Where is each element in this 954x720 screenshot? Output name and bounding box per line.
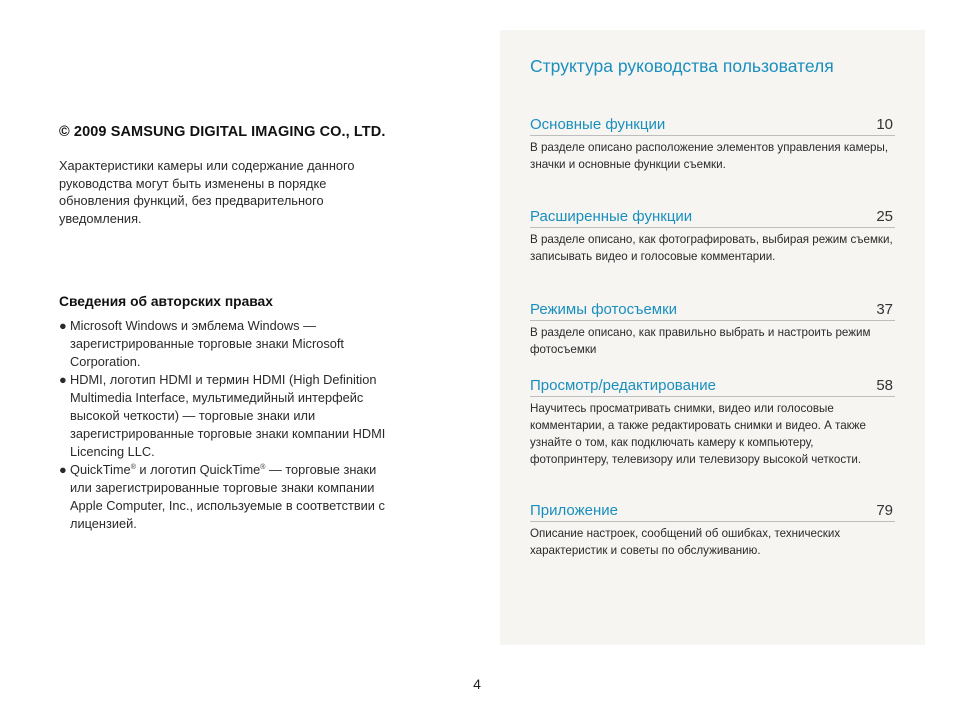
- list-item: [59, 461, 399, 533]
- toc-item-appendix[interactable]: [530, 502, 895, 559]
- copyright-info-heading: Сведения об авторских правах: [59, 294, 273, 310]
- bullet-icon: ●: [59, 462, 67, 478]
- list-item: [59, 371, 399, 461]
- toc-item-page: 79: [876, 502, 893, 519]
- toc-item-title[interactable]: Основные функции: [530, 116, 666, 133]
- toc-item-description: В разделе описано, как правильно выбрать и настроить режим фотосъемки: [530, 326, 871, 356]
- toc-item-title[interactable]: Режимы фотосъемки: [530, 301, 678, 318]
- toc-item-description: Научитесь просматривать снимки, видео или голосовые комментарии, а также редактировать снимки и видео. А также узнайте о том, как подключать камеру к компьютеру, фотопринтеру, телевизору или телевизору высокой четкости.: [530, 402, 866, 466]
- toc-item-playback-editing[interactable]: [530, 377, 895, 468]
- toc-item-title[interactable]: Приложение: [530, 502, 618, 519]
- bullet-icon: ●: [59, 318, 67, 334]
- toc-item-shooting-modes[interactable]: [530, 301, 895, 358]
- trademark-text: HDMI, логотип HDMI и термин HDMI (High Definition Multimedia Interface, мультимедийный интерфейс высокой четкости) — торговые знаки или зарегистрированные торговые знаки компании HDMI Licencing LLC.: [70, 372, 386, 460]
- toc-item-page: 10: [876, 116, 893, 133]
- change-notice: Характеристики камеры или содержание данного руководства могут быть изменены в порядке обновления функций, без предварительного уведомления.: [59, 158, 355, 226]
- bullet-icon: ●: [59, 372, 67, 388]
- trademark-text: Microsoft Windows и эмблема Windows — зарегистрированные торговые знаки Microsoft Corporation.: [70, 318, 344, 370]
- toc-item-advanced[interactable]: [530, 208, 895, 265]
- page-number: 4: [473, 676, 481, 692]
- trademark-list: [59, 317, 399, 533]
- registered-mark: ®: [130, 464, 136, 472]
- toc-item-page: 37: [876, 301, 893, 318]
- left-column: [59, 124, 399, 533]
- toc-item-title[interactable]: Расширенные функции: [530, 208, 693, 225]
- toc-item-basic[interactable]: [530, 116, 895, 173]
- toc-item-description: Описание настроек, сообщений об ошибках, технических характеристик и советы по обслуживанию.: [530, 527, 841, 557]
- trademark-text-quicktime: QuickTime® и логотип QuickTime® — торговые знаки или зарегистрированные торговые знаки компании Apple Computer, Inc., используемые в соответствии с лицензией.: [70, 462, 385, 532]
- manual-structure-panel: [500, 30, 925, 645]
- toc-item-title[interactable]: Просмотр/редактирование: [530, 377, 716, 394]
- panel-title: Структура руководства пользователя: [530, 56, 834, 76]
- copyright-notice: © 2009 SAMSUNG DIGITAL IMAGING CO., LTD.: [59, 124, 386, 140]
- registered-mark: ®: [260, 464, 266, 472]
- list-item: [59, 317, 399, 371]
- toc-item-description: В разделе описано расположение элементов управления камеры, значки и основные функции съемки.: [530, 141, 889, 171]
- toc-item-page: 25: [876, 208, 893, 225]
- toc-item-page: 58: [876, 377, 893, 394]
- toc-item-description: В разделе описано, как фотографировать, выбирая режим съемки, записывать видео и голосовые комментарии.: [530, 233, 893, 263]
